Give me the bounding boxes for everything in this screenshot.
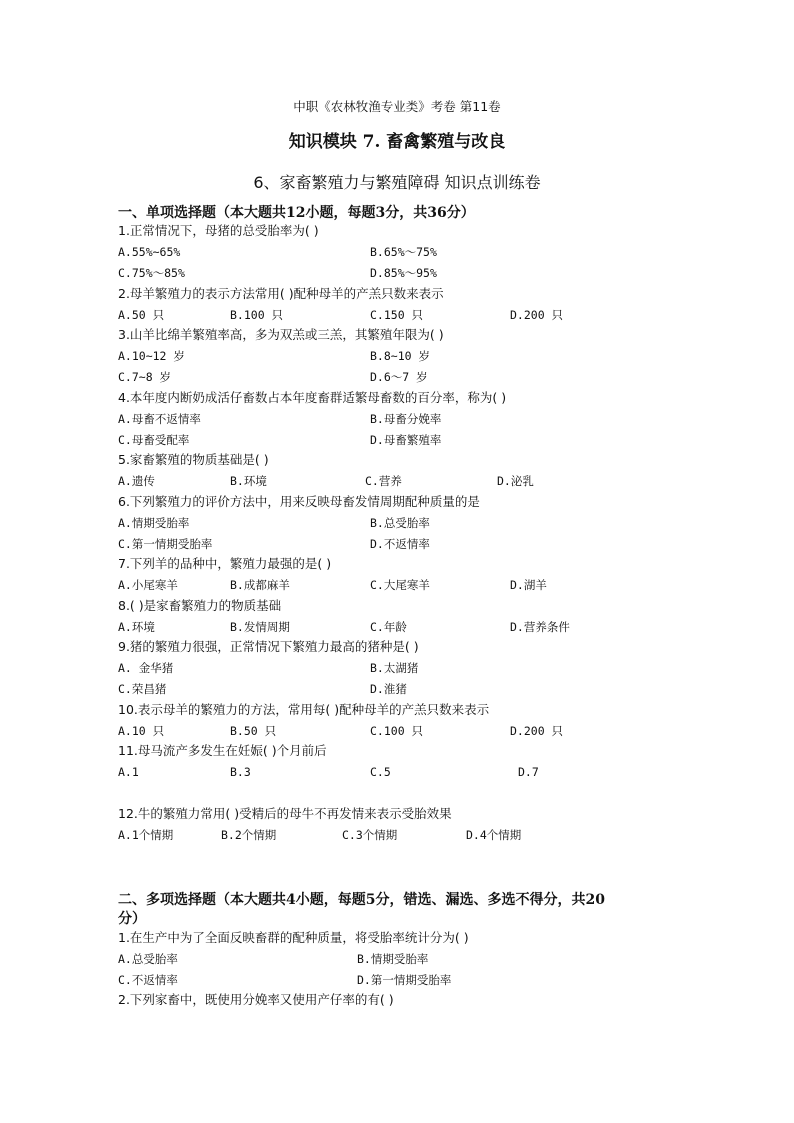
q6-option-a: A.情期受胎率	[118, 516, 190, 530]
q2-option-a: A.50 只	[118, 308, 165, 322]
question-1: 1.正常情况下，母猪的总受胎率为( )	[118, 223, 319, 238]
q3-option-a: A.10~12 岁	[118, 349, 185, 363]
question-12: 12.牛的繁殖力常用( )受精后的母牛不再发情来表示受胎效果	[118, 806, 452, 821]
section1-heading: 一、单项选择题（本大题共12小题，每题3分，共36分）	[118, 205, 475, 221]
module-title: 知识模块 7. 畜禽繁殖与改良	[288, 132, 506, 152]
question-3: 3.山羊比绵羊繁殖率高，多为双羔或三羔，其繁殖年限为( )	[118, 327, 444, 342]
question-6: 6.下列繁殖力的评价方法中，用来反映母畜发情周期配种质量的是	[118, 494, 480, 509]
q1-option-b: B.65%～75%	[370, 245, 437, 259]
q6-option-b: B.总受胎率	[370, 516, 430, 530]
q11-option-c: C.5	[370, 765, 391, 779]
q8-option-a: A.环境	[118, 620, 155, 634]
q2-option-c: C.150 只	[370, 308, 424, 322]
q6-option-c: C.第一情期受胎率	[118, 537, 213, 551]
exam-title: 中职《农林牧渔专业类》考卷 第11卷	[293, 99, 501, 114]
q12-option-c: C.3个情期	[342, 828, 398, 842]
q11-option-b: B.3	[230, 765, 251, 779]
q4-option-a: A.母畜不返情率	[118, 412, 201, 426]
q11-option-a: A.1	[118, 765, 139, 779]
question-5: 5.家畜繁殖的物质基础是( )	[118, 452, 269, 467]
q3-option-c: C.7~8 岁	[118, 370, 172, 384]
q4-option-c: C.母畜受配率	[118, 433, 190, 447]
q12-option-a: A.1个情期	[118, 828, 174, 842]
q2-option-d: D.200 只	[510, 308, 564, 322]
q8-option-c: C.年龄	[370, 620, 407, 634]
q8-option-b: B.发情周期	[230, 620, 290, 634]
q7-option-a: A.小尾寒羊	[118, 578, 178, 592]
question-7: 7.下列羊的品种中，繁殖力最强的是( )	[118, 556, 332, 571]
question-9: 9.猪的繁殖力很强，正常情况下繁殖力最高的猪种是( )	[118, 639, 419, 654]
q6-option-d: D.不返情率	[370, 537, 430, 551]
q11-option-d: D.7	[518, 765, 539, 779]
q9-option-d: D.淮猪	[370, 682, 407, 696]
question-4: 4.本年度内断奶成活仔畜数占本年度畜群适繁母畜数的百分率，称为( )	[118, 390, 507, 405]
q10-option-d: D.200 只	[510, 724, 564, 738]
question-2: 2.母羊繁殖力的表示方法常用( )配种母羊的产羔只数来表示	[118, 286, 444, 301]
section2-heading: 二、多项选择题（本大题共4小题，每题5分，错选、漏选、多选不得分，共20	[118, 892, 605, 908]
q10-option-c: C.100 只	[370, 724, 424, 738]
q1-option-d: D.85%～95%	[370, 266, 437, 280]
q1-option-c: C.75%～85%	[118, 266, 185, 280]
section2-heading-cont: 分）	[118, 911, 146, 927]
q8-option-d: D.营养条件	[510, 620, 570, 634]
s2-question-1: 1.在生产中为了全面反映畜群的配种质量，将受胎率统计分为( )	[118, 930, 469, 945]
q12-option-d: D.4个情期	[466, 828, 522, 842]
question-11: 11.母马流产多发生在妊娠( )个月前后	[118, 743, 327, 758]
question-8: 8.( )是家畜繁殖力的物质基础	[118, 598, 282, 613]
s2-q1-option-b: B.情期受胎率	[357, 952, 429, 966]
q7-option-c: C.大尾寒羊	[370, 578, 430, 592]
q9-option-c: C.荣昌猪	[118, 682, 167, 696]
q9-option-a: A. 金华猪	[118, 661, 174, 675]
q5-option-d: D.泌乳	[497, 474, 534, 488]
s2-q1-option-a: A.总受胎率	[118, 952, 178, 966]
question-10: 10.表示母羊的繁殖力的方法，常用每( )配种母羊的产羔只数来表示	[118, 702, 490, 717]
q10-option-a: A.10 只	[118, 724, 165, 738]
q5-option-c: C.营养	[365, 474, 402, 488]
q7-option-d: D.湖羊	[510, 578, 547, 592]
subtitle: 6、家畜繁殖力与繁殖障碍 知识点训练卷	[253, 173, 541, 192]
s2-question-2: 2.下列家畜中，既使用分娩率又使用产仔率的有( )	[118, 992, 394, 1007]
q3-option-d: D.6～7 岁	[370, 370, 428, 384]
q10-option-b: B.50 只	[230, 724, 277, 738]
q7-option-b: B.成都麻羊	[230, 578, 290, 592]
q5-option-a: A.遗传	[118, 474, 155, 488]
q4-option-d: D.母畜繁殖率	[370, 433, 442, 447]
q9-option-b: B.太湖猪	[370, 661, 419, 675]
q5-option-b: B.环境	[230, 474, 267, 488]
s2-q1-option-c: C.不返情率	[118, 973, 178, 987]
s2-q1-option-d: D.第一情期受胎率	[357, 973, 452, 987]
q12-option-b: B.2个情期	[221, 828, 277, 842]
q3-option-b: B.8~10 岁	[370, 349, 430, 363]
q2-option-b: B.100 只	[230, 308, 284, 322]
q1-option-a: A.55%~65%	[118, 245, 181, 259]
q4-option-b: B.母畜分娩率	[370, 412, 442, 426]
